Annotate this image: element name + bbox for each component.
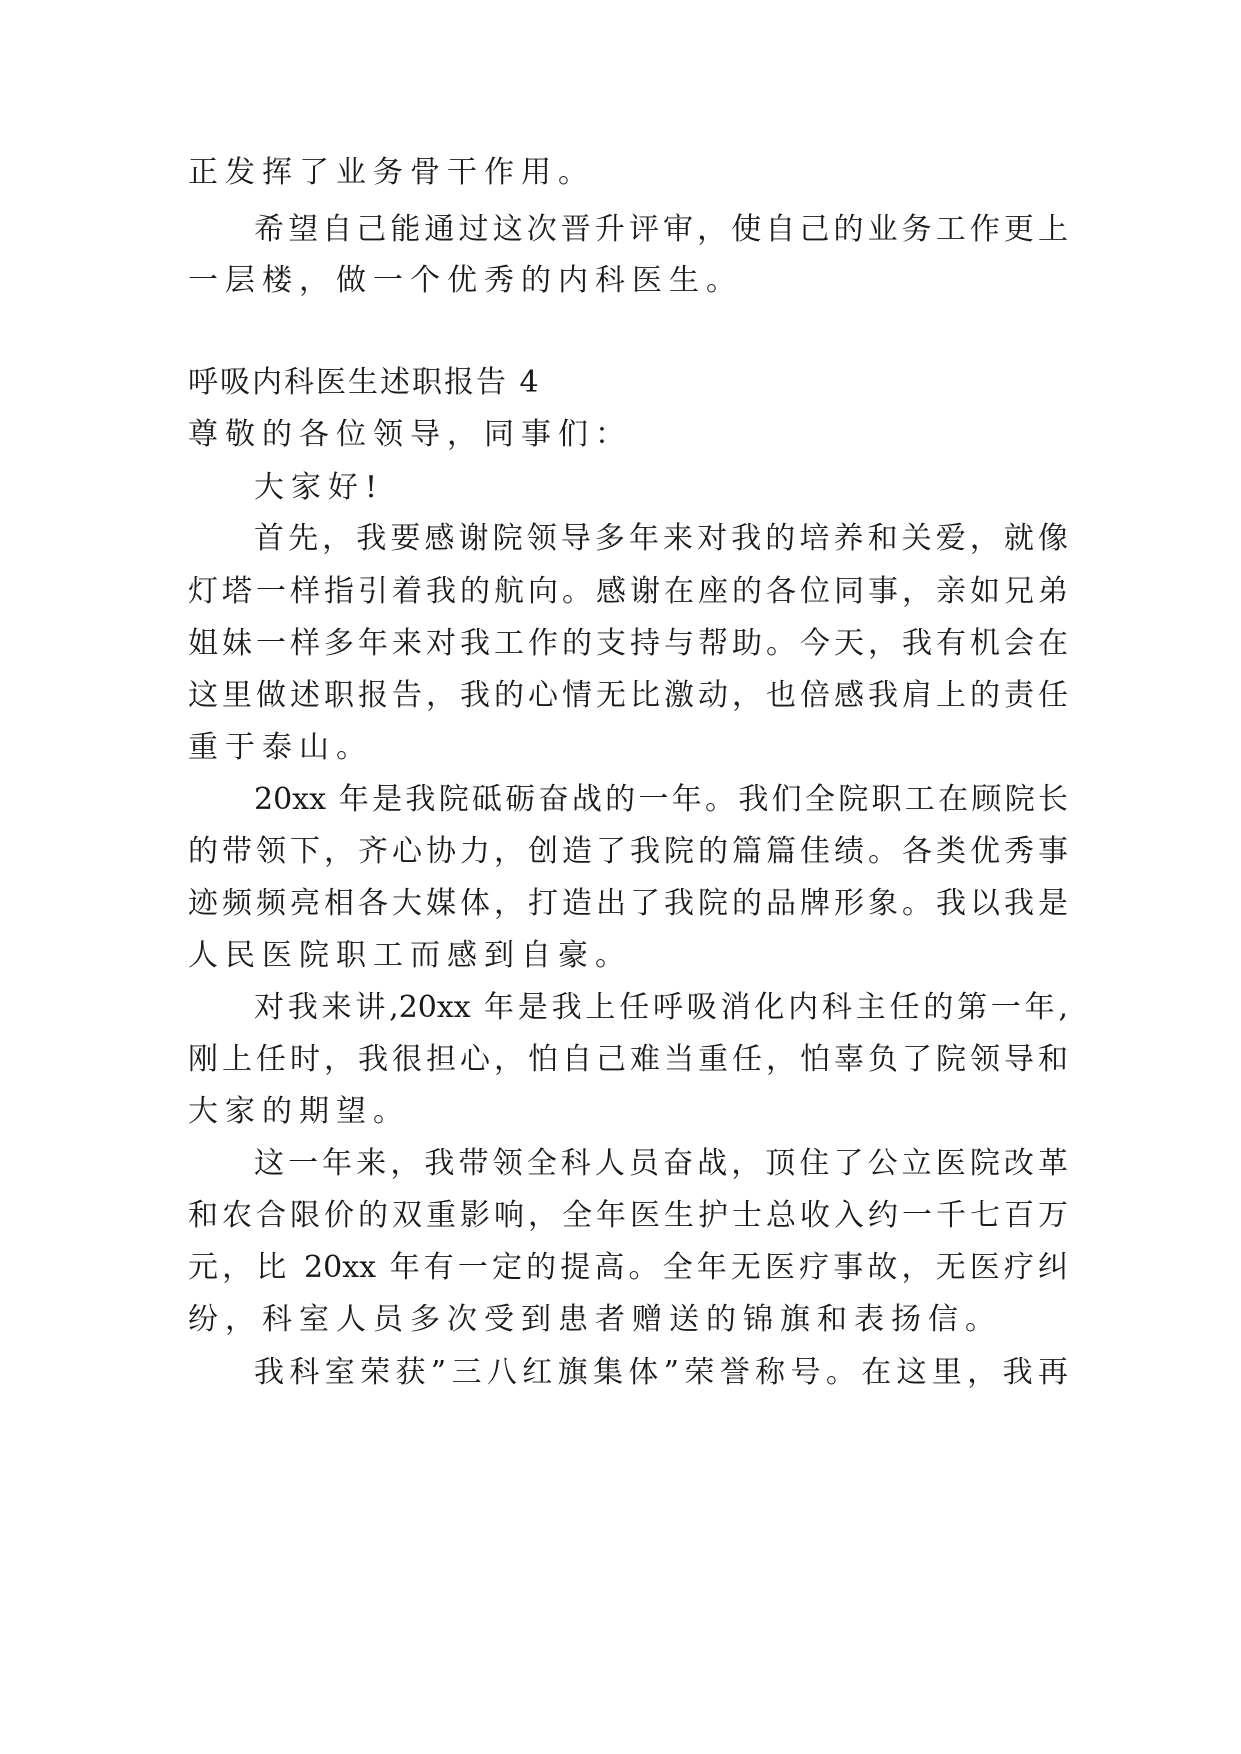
paragraph-line: 我科室荣获”三八红旗集体”荣誉称号。在这里，我再 — [254, 1355, 1068, 1390]
paragraph-line: 的带领下，齐心协力，创造了我院的篇篇佳绩。各类优秀事 — [188, 834, 1068, 869]
paragraph-line: 这里做述职报告，我的心情无比激动，也倍感我肩上的责任 — [188, 678, 1068, 713]
report-title: 呼吸内科医生述职报告 4 — [188, 365, 541, 400]
paragraph-line: 重于泰山。 — [188, 730, 373, 765]
closing-paragraph-line: 希望自己能通过这次晋升评审，使自己的业务工作更上 — [254, 212, 1068, 247]
previous-section-tail: 正发挥了业务骨干作用。 — [188, 155, 595, 190]
paragraph-line: 这一年来，我带领全科人员奋战，顶住了公立医院改革 — [254, 1146, 1068, 1181]
paragraph-line: 迹频频亮相各大媒体，打造出了我院的品牌形象。我以我是 — [188, 886, 1068, 921]
paragraph-line: 灯塔一样指引着我的航向。感谢在座的各位同事，亲如兄弟 — [188, 574, 1068, 609]
salutation: 尊敬的各位领导，同事们： — [188, 417, 632, 452]
paragraph-line: 大家的期望。 — [188, 1094, 410, 1129]
paragraph-line: 姐妹一样多年来对我工作的支持与帮助。今天，我有机会在 — [188, 626, 1068, 661]
closing-paragraph-line: 一层楼，做一个优秀的内科医生。 — [188, 263, 743, 298]
paragraph-line: 人民医院职工而感到自豪。 — [188, 938, 632, 973]
paragraph-line: 20xx 年是我院砥砺奋战的一年。我们全院职工在顾院长 — [254, 782, 1068, 817]
paragraph-line: 首先，我要感谢院领导多年来对我的培养和关爱，就像 — [254, 521, 1068, 556]
paragraph-line: 刚上任时，我很担心，怕自己难当重任，怕辜负了院领导和 — [188, 1042, 1068, 1077]
paragraph-line: 元，比 20xx 年有一定的提高。全年无医疗事故，无医疗纠 — [188, 1250, 1068, 1285]
paragraph-line: 对我来讲,20xx 年是我上任呼吸消化内科主任的第一年, — [254, 990, 1068, 1025]
paragraph-line: 和农合限价的双重影响，全年医生护士总收入约一千七百万 — [188, 1198, 1068, 1233]
greeting: 大家好! — [254, 470, 385, 505]
paragraph-line: 纷，科室人员多次受到患者赠送的锦旗和表扬信。 — [188, 1302, 1002, 1337]
